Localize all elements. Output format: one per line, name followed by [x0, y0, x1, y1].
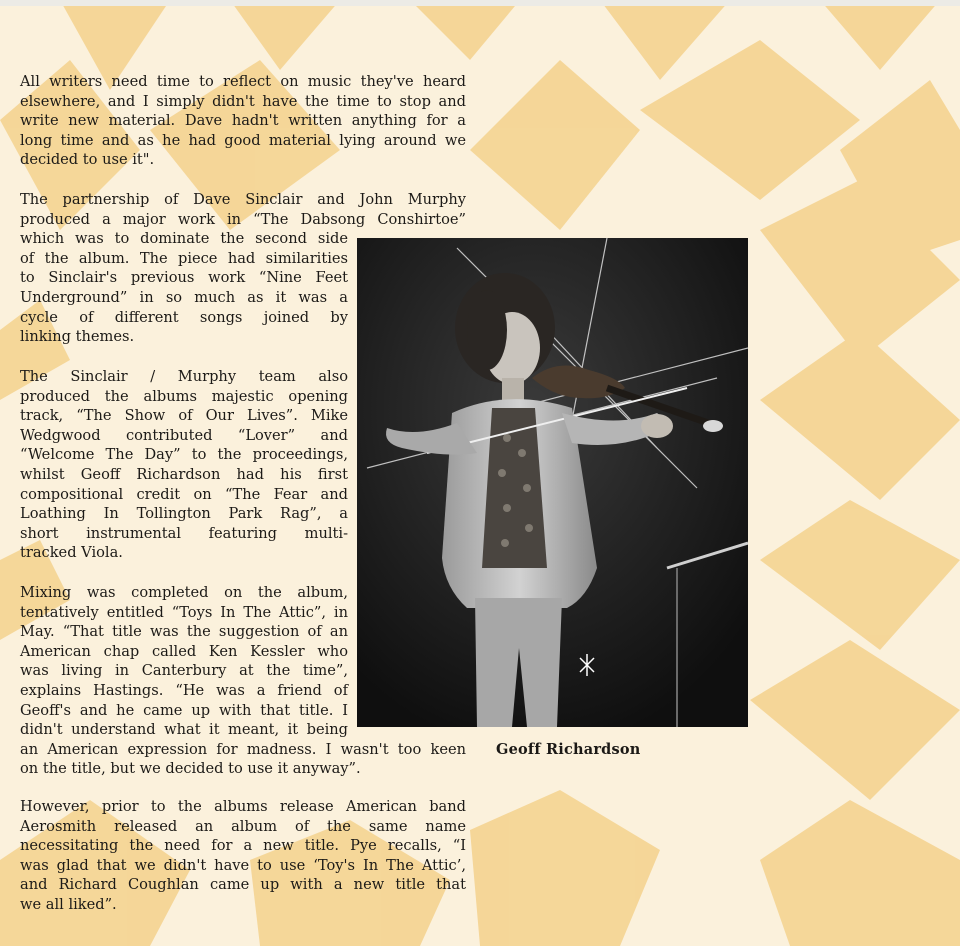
- text-line: long time and as he had good material lying around we: [20, 131, 466, 149]
- text-line: However, prior to the albums release American band: [20, 798, 466, 815]
- text-line: on the title, but we decided to use it anyway”.: [20, 760, 361, 778]
- text-line: explains Hastings. “He was a friend of: [20, 681, 348, 699]
- text-line: Loathing In Tollington Park Rag”, a: [20, 505, 348, 523]
- text-line: “Welcome The Day” to the proceedings,: [20, 446, 348, 464]
- text-line: Wedgwood contributed “Lover” and: [20, 426, 348, 444]
- text-line: track, “The Show of Our Lives”. Mike: [20, 407, 348, 425]
- text-line: linking themes.: [20, 328, 135, 346]
- text-line: necessitating the need for a new title. Pye recalls, “I: [20, 837, 466, 855]
- violinist-photo-illustration: [357, 238, 748, 727]
- text-line: Underground” in so much as it was a: [20, 288, 348, 306]
- concert-photo: [357, 238, 748, 727]
- text-line: tentatively entitled “Toys In The Attic”, in: [20, 603, 348, 621]
- text-line: an American expression for madness. I wasn't too keen: [20, 740, 466, 758]
- text-line: elsewhere, and I simply didn't have the time to stop and: [20, 92, 466, 110]
- text-line: compositional credit on “The Fear and: [20, 485, 348, 503]
- paragraph-3: [20, 367, 348, 563]
- paragraph-1: [20, 72, 466, 170]
- text-line: Mixing was completed on the album,: [20, 584, 348, 601]
- text-line: write new material. Dave hadn't written anything for a: [20, 112, 466, 130]
- text-line: All writers need time to reflect on music they've heard: [20, 73, 466, 90]
- text-line: short instrumental featuring multi-: [20, 524, 348, 542]
- text-line: Geoff's and he came up with that title. I: [20, 701, 348, 719]
- text-line: The partnership of Dave Sinclair and John Murphy: [20, 191, 466, 208]
- text-line: cycle of different songs joined by: [20, 308, 348, 326]
- text-line: was living in Canterbury at the time”,: [20, 662, 348, 680]
- text-line: Aerosmith released an album of the same name: [20, 817, 466, 835]
- paragraph-5: [20, 797, 466, 915]
- text-line: May. “That title was the suggestion of an: [20, 623, 348, 641]
- photo-caption: Geoff Richardson: [496, 741, 641, 758]
- text-line: decided to use it".: [20, 151, 155, 169]
- page-top-edge: [0, 0, 960, 6]
- text-line: we all liked”.: [20, 895, 117, 913]
- text-line: produced the albums majestic opening: [20, 387, 348, 405]
- text-line: which was to dominate the second side: [20, 230, 348, 248]
- text-line: produced a major work in “The Dabsong Conshirtoe”: [20, 210, 466, 228]
- text-line: American chap called Ken Kessler who: [20, 642, 348, 660]
- text-line: tracked Viola.: [20, 544, 123, 562]
- text-line: of the album. The piece had similarities: [20, 249, 348, 267]
- text-line: didn't understand what it meant, it being: [20, 721, 348, 739]
- text-line: whilst Geoff Richardson had his first: [20, 465, 348, 483]
- text-line: was glad that we didn't have to use ‘Toy's In The Attic’,: [20, 856, 466, 874]
- text-line: and Richard Coughlan came up with a new title that: [20, 876, 466, 894]
- text-line: to Sinclair's previous work “Nine Feet: [20, 269, 348, 287]
- text-line: The Sinclair / Murphy team also: [20, 368, 348, 385]
